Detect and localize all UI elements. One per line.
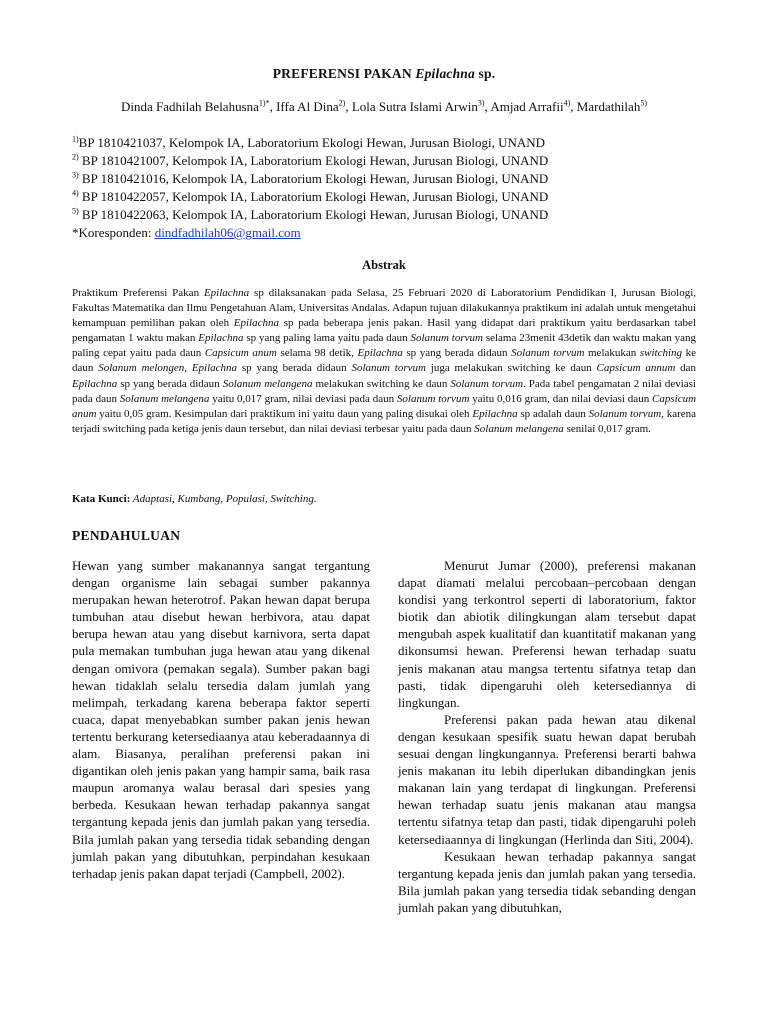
abstract-italic-term: Epilachna [72,377,118,390]
abstract-body [72,286,696,437]
abstract-text-run: yaitu 0,017 gram, nilai deviasi pada daun [209,392,397,405]
author-sep: , [269,99,277,114]
keywords-value: Adaptasi, Kumbang, Populasi, Switching. [130,493,317,505]
abstract-text-run: senilai 0,017 gram. [563,422,651,435]
abstract-text-run: melakukan switching ke daun [312,377,451,390]
author-mark: 1)* [258,98,270,108]
abstract-italic-term: Solanum melangena [222,377,313,390]
affiliation-text: BP 1810422063, Kelompok IA, Laboratorium Ekologi Hewan, Jurusan Biologi, UNAND [78,207,549,222]
author-name: Iffa Al Dina [276,99,339,114]
abstract-italic-term: Solanum torvum [396,392,470,405]
author-name: Mardathilah [576,99,641,114]
abstract-text-run: ke daun [72,347,697,375]
abstract-italic-term: Capsicum anum [204,347,277,360]
abstract-italic-term: Epilachna [203,287,250,299]
author-name: Dinda Fadhilah Belahusna [120,99,259,114]
abstract-italic-term: Solanum melangena [474,422,564,435]
correspondent-line [72,224,548,242]
abstract-italic-term: Solanum torvum [410,332,483,345]
abstract-italic-term: Solanum melongen, [98,362,188,375]
abstract-text-run: . Pada tabel pengamatan 2 nilai deviasi pada daun [72,377,696,405]
abstract-text-run: sp yang berada didaun [237,362,352,375]
abstract-italic-term: Epilachna [472,407,518,420]
body-paragraph: Menurut Jumar (2000), preferensi makanan dapat diamati melalui percobaan–percobaan dengan kondisi yang terkontrol seperti di laboratorium, faktor biotik dan abiotik dilingkungan alam tersebut dapat mengubah aspek kualitatif dan kuantitatif makanan yang dikonsumsi hewan. Preferensi hewan terhadap suatu jenis makanan atau mangsa tertentu sifatnya tetap dan pasti, tidak dipengaruhi oleh ketersediannya di lingkungan. [398,558,696,710]
affiliation-line [72,152,548,170]
title-main: PREFERENSI PAKAN [272,66,416,81]
affiliation-mark: 4) [72,188,79,198]
title-species: Epilachna [415,66,475,81]
affiliation-line [72,170,548,188]
affiliation-line [72,134,548,152]
abstract-text-run: Praktikum Preferensi Pakan [72,287,204,299]
affiliation-text: BP 1810421037, Kelompok IA, Laboratorium Ekologi Hewan, Jurusan Biologi, UNAND [78,135,546,150]
abstract-text-run: juga melakukan switching ke daun [425,362,597,375]
correspondent-email-link[interactable]: dindfadhilah06@gmail.com [154,225,301,240]
abstract-italic-term: Solanum torvum [511,347,585,360]
paper-title [0,66,768,82]
abstract-italic-term: Solanum melangena [119,392,210,405]
right-column [398,557,696,916]
affiliation-mark: 1) [72,134,79,144]
abstract-italic-term: Capsicum anum [72,392,697,420]
author-mark: 3) [477,98,485,108]
abstract-text-run: melakukan [584,347,640,360]
abstract-italic-term: Epilachna [233,317,279,330]
author-sep: , [345,99,352,114]
affiliation-text: BP 1810422057, Kelompok IA, Laboratorium Ekologi Hewan, Jurusan Biologi, UNAND [78,189,549,204]
keywords-line [72,493,317,505]
keywords-label: Kata Kunci: [72,493,131,505]
affiliation-mark: 2) [72,152,79,162]
abstract-text-run: selama 98 detik, [276,347,358,360]
author-mark: 4) [563,98,571,108]
abstract-text-run: yaitu 0,016 gram, dan nilai deviasi daun [469,392,653,405]
affiliation-text: BP 1810421016, Kelompok IA, Laboratorium Ekologi Hewan, Jurusan Biologi, UNAND [78,171,549,186]
abstract-italic-term: Solanum torvum, [588,407,664,420]
abstract-text-run: dan [675,362,696,375]
affiliation-line [72,206,548,224]
abstract-heading: Abstrak [362,258,406,272]
abstract-text-run: sp yang paling lama yaitu pada daun [243,332,411,345]
abstract-italic-term: Solanum torvum [450,377,524,390]
body-paragraph: Preferensi pakan pada hewan atau dikenal dengan kesukaan spesifik suatu hewan dapat berubah sesuai dengan lingkungannya. Preferensi berarti bahwa jenis makanan itu lebih diperlukan dibandingkan jenis makanan lain yang terdapat di lingkungan. Preferensi hewan terhadap suatu jenis makanan atau mangsa tertentu sifatnya tetap dan pasti, tidak dipengaruhi poleh ketersediaannya di lingkungan (Herlinda dan Siti, 2004). [398,711,696,847]
author-sep: , [570,99,577,114]
abstract-italic-term: Epilachna [198,332,244,345]
affiliation-line [72,188,548,206]
body-paragraph: Kesukaan hewan terhadap pakannya sangat tergantung kepada jenis dan jumlah pakan yang tersedia. Bila jumlah pakan yang tersedia tidak sebanding dengan jumlah pakan yang dibutuhkan, [398,848,696,915]
abstract-italic-term: Solanum torvum [351,362,426,375]
affiliation-mark: 3) [72,170,79,180]
author-name: Amjad Arrafii [490,99,564,114]
abstract-text-run: selama 23menit 43detik dan waktu makan yang paling cepat yaitu pada daun [72,332,696,360]
author-mark: 2) [338,98,346,108]
abstract-text-run: sp pada beberapa jenis pakan. Hasil yang didapat dari praktikum yaitu berdasarkan tabel pengamatan 1 waktu makan [72,317,696,345]
author-mark: 5) [640,98,647,108]
affiliation-list [72,134,548,242]
abstract-italic-term: switching [639,347,683,360]
left-column [72,557,370,882]
abstract-paragraph [72,286,696,437]
abstract-text-run: sp yang berada didaun [117,377,223,390]
affiliation-text: BP 1810421007, Kelompok IA, Laboratorium Ekologi Hewan, Jurusan Biologi, UNAND [78,153,549,168]
author-list [0,99,768,115]
abstract-text-run: yaitu 0,05 gram. Kesimpulan dari praktikum ini yaitu daun yang paling disukai oleh [96,407,473,420]
author-sep: , [484,99,491,114]
section-heading: PENDAHULUAN [72,528,181,543]
body-paragraph: Hewan yang sumber makanannya sangat tergantung dengan organisme lain sebagai sumber pakannya merupakan hewan heterotrof. Pakan hewan dapat berupa tumbuhan atau disebut hewan herbivora, atau dapat berupa hewan atau yang disebut karnivora, serta dapat pula memakan tumbuhan juga hewan atau yang dikenal dengan omivora (pemakan segala). Sumber pakan bagi hewan tidaklah selalu tersedia dalam jumlah yang melimpah, terkadang karena beberapa faktor seperti cuaca, dapat menyebabkan sumber pakan jenis hewan tertentu berkurang ketersediaanya atau keberadaannya di alam. Biasanya, peralihan preferensi pakan ini digantikan oleh jenis pakan yang hampir sama, baik rasa maupun aromanya walau berasal dari spesies yang berbeda. Kesukaan hewan terhadap pakannya sangat tergantung kepada jenis dan jumlah pakan yang tersedia. Bila jumlah pakan yang tersedia tidak sebanding dengan jumlah pakan yang dibutuhkan, perpindahan kesukaan terhadap jenis pakan dapat terjadi (Campbell, 2002). [72,558,370,881]
abstract-italic-term: Epilachna [191,362,238,375]
author-name: Lola Sutra Islami Arwin [351,99,478,114]
abstract-italic-term: Capsicum annum [596,362,676,375]
abstract-text-run: sp yang berada didaun [402,347,512,360]
abstract-text-run: sp dilaksanakan pada Selasa, 25 Februari 2020 di Laboratorium Pendidikan I, Jurusan Biologi, Fakultas Matematika dan Ilmu Pengetahuan Alam, Universitas Andalas. Adapun tujuan dilakukannya praktikum ini adalah untuk mengetahui kemampuan pemilihan pakan oleh [72,287,696,330]
abstract-text-run: sp adalah daun [517,407,589,420]
affiliation-mark: 5) [72,206,79,216]
title-suffix: sp. [474,66,496,81]
abstract-italic-term: Epilachna [357,347,403,360]
abstract-text-run: karena terjadi switching pada ketiga jenis daun tersebut, dan nilai deviasi terbesar yaitu pada daun [72,407,697,435]
correspondent-label: *Koresponden: [72,225,155,240]
